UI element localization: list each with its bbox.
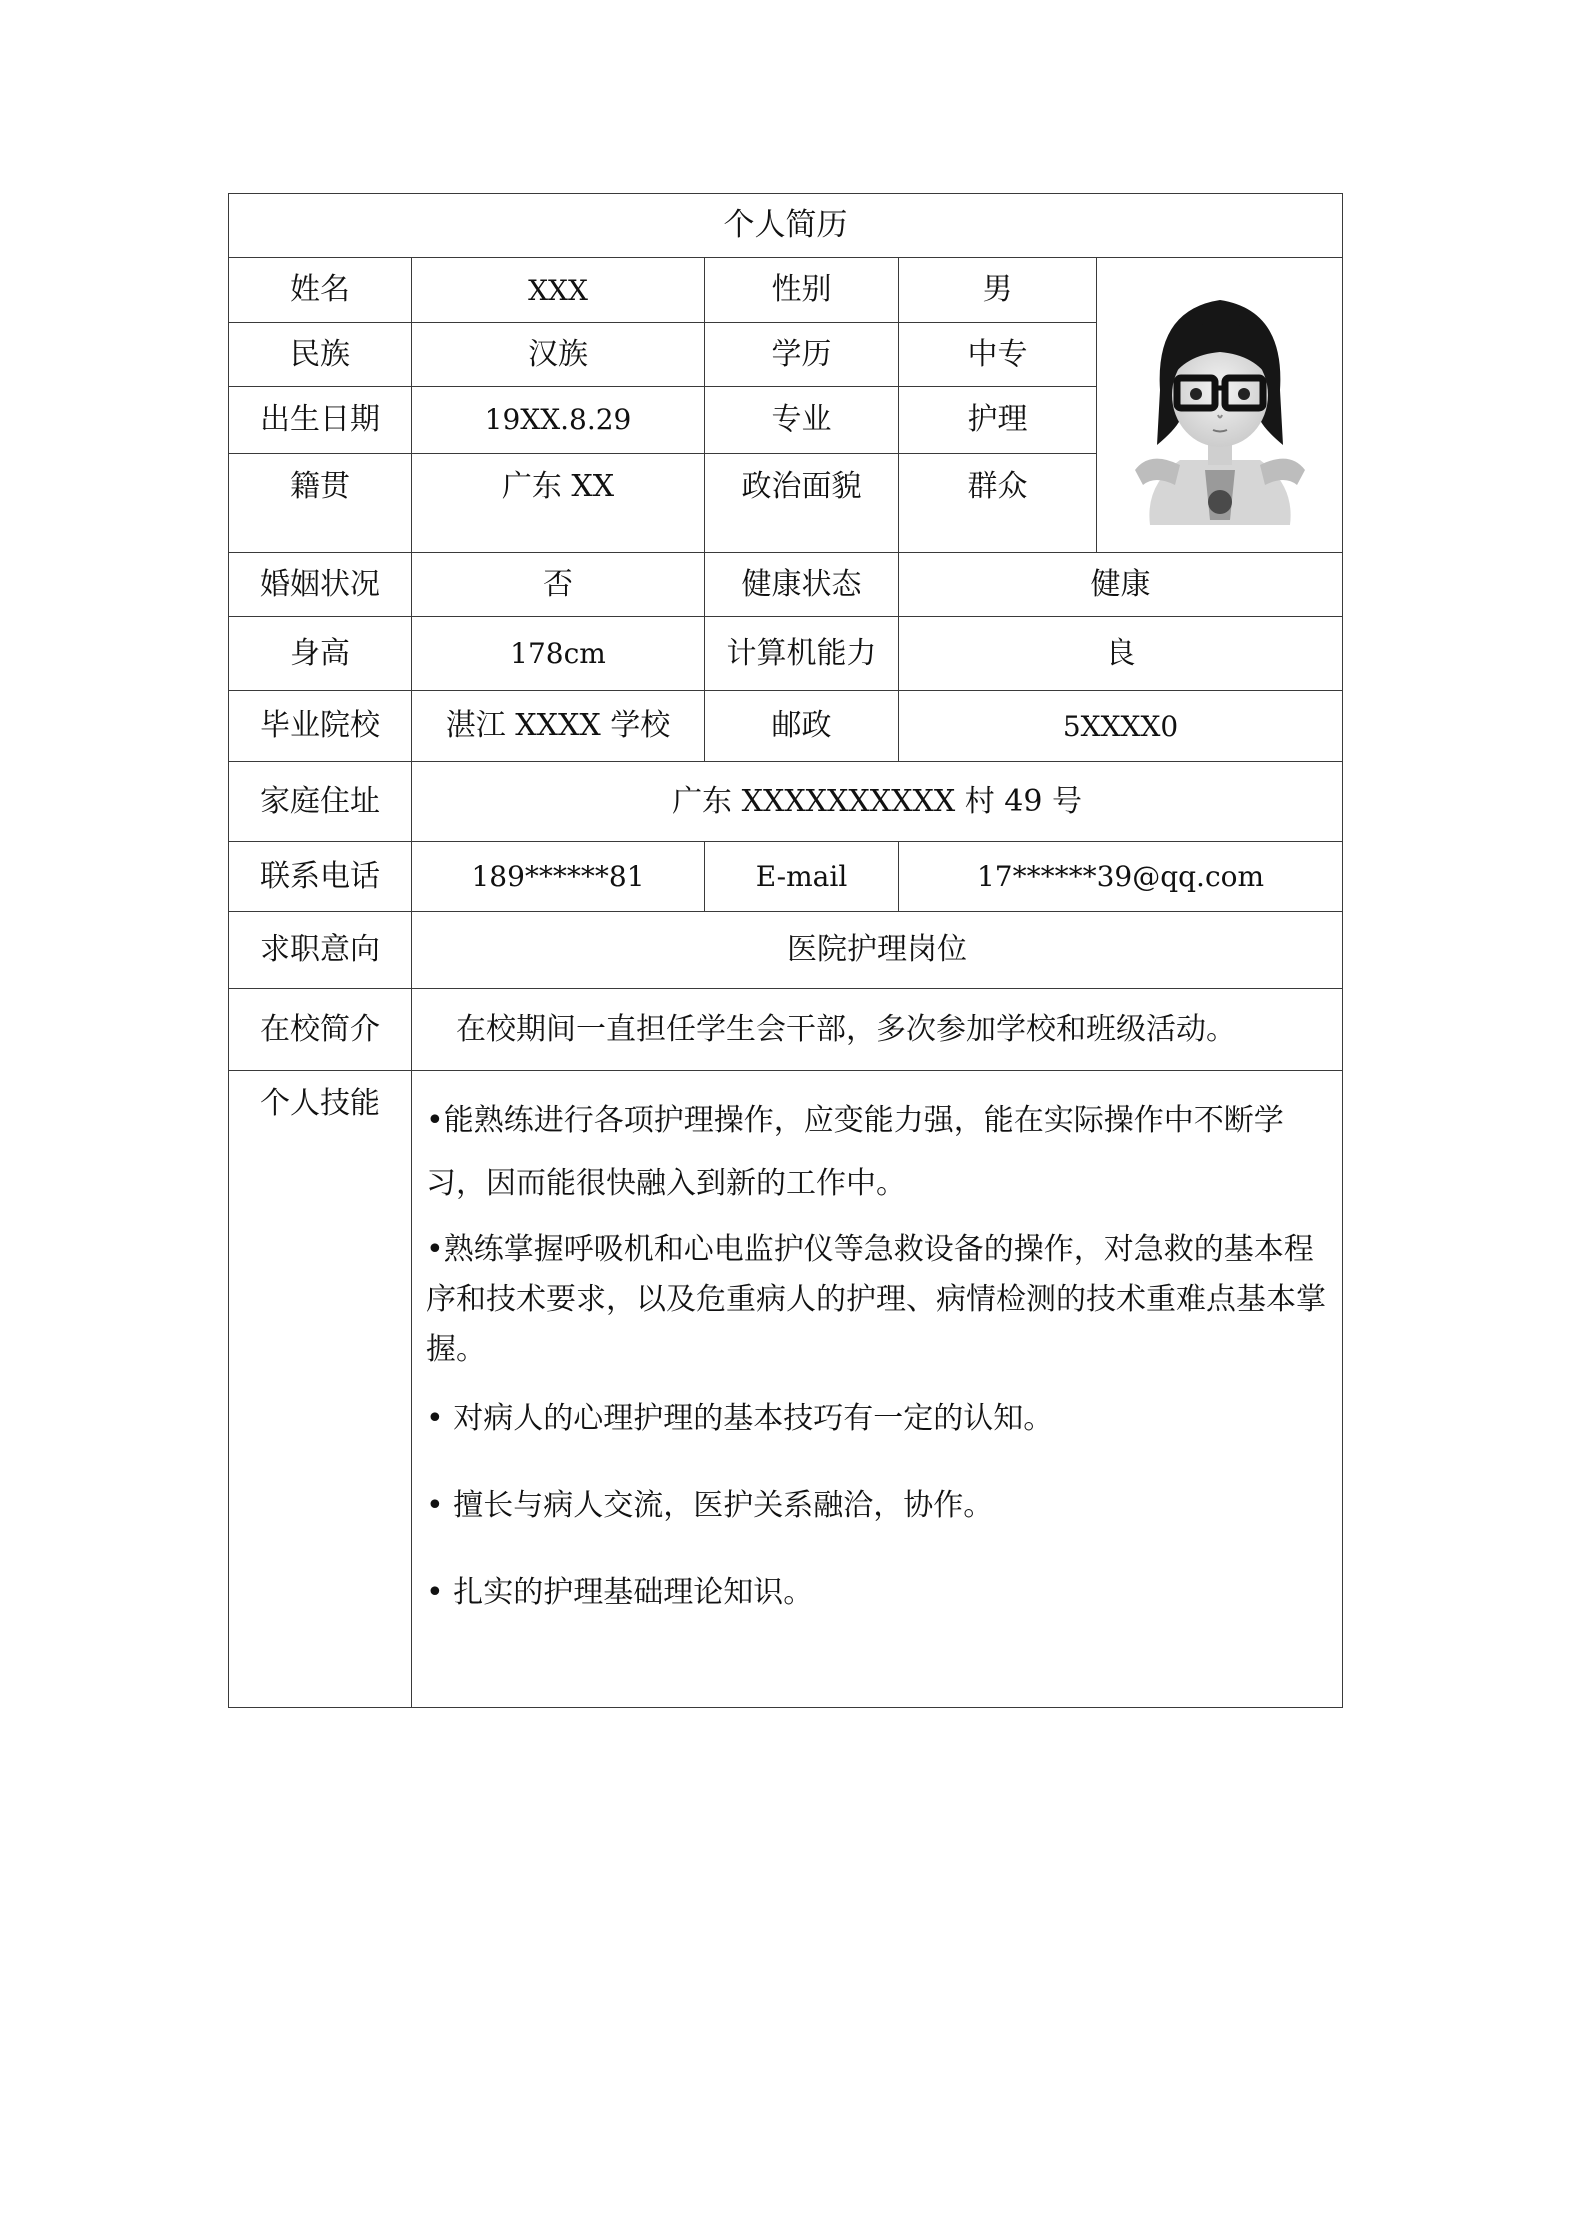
value-email: 17******39@qq.com — [899, 841, 1343, 911]
label-email: E-mail — [705, 841, 899, 911]
skill-item: •熟练掌握呼吸机和心电监护仪等急救设备的操作，对急救的基本程序和技术要求，以及危重病人的护理、病情检测的技术重难点基本掌握。 — [426, 1232, 1326, 1368]
label-ethnicity: 民族 — [229, 322, 412, 386]
skill-item: •能熟练进行各项护理操作，应变能力强，能在实际操作中不断学习，因而能很快融入到新的工作中。 — [426, 1103, 1284, 1202]
label-political: 政治面貌 — [705, 453, 899, 553]
resume-table — [228, 193, 1343, 1708]
label-birthdate: 出生日期 — [229, 387, 412, 453]
value-origin: 广东 XX — [412, 453, 705, 553]
skills-list — [412, 1071, 1343, 1708]
value-school: 湛江 XXXX 学校 — [412, 690, 705, 761]
label-computer: 计算机能力 — [705, 617, 899, 690]
label-phone: 联系电话 — [229, 841, 412, 911]
value-political: 群众 — [899, 453, 1097, 553]
label-education: 学历 — [705, 322, 899, 386]
value-education: 中专 — [899, 322, 1097, 386]
resume-title: 个人简历 — [229, 194, 1343, 258]
label-intro: 在校简介 — [229, 988, 412, 1070]
skill-item: • 对病人的心理护理的基本技巧有一定的认知。 — [426, 1401, 1054, 1437]
label-origin: 籍贯 — [229, 453, 412, 553]
value-phone: 189******81 — [412, 841, 705, 911]
label-name: 姓名 — [229, 258, 412, 322]
value-computer: 良 — [899, 617, 1343, 690]
skill-item: • 扎实的护理基础理论知识。 — [426, 1575, 814, 1611]
label-gender: 性别 — [705, 258, 899, 322]
label-skills: 个人技能 — [229, 1071, 412, 1708]
label-objective: 求职意向 — [229, 912, 412, 988]
label-school: 毕业院校 — [229, 690, 412, 761]
value-name: XXX — [412, 258, 705, 322]
value-height: 178cm — [412, 617, 705, 690]
photo-cell — [1097, 258, 1343, 553]
label-major: 专业 — [705, 387, 899, 453]
value-health: 健康 — [899, 553, 1343, 617]
value-postal: 5XXXX0 — [899, 690, 1343, 761]
label-marital: 婚姻状况 — [229, 553, 412, 617]
avatar-photo — [1125, 270, 1315, 540]
label-postal: 邮政 — [705, 690, 899, 761]
value-gender: 男 — [899, 258, 1097, 322]
value-intro: 在校期间一直担任学生会干部，多次参加学校和班级活动。 — [412, 988, 1343, 1070]
label-health: 健康状态 — [705, 553, 899, 617]
label-address: 家庭住址 — [229, 762, 412, 841]
value-major: 护理 — [899, 387, 1097, 453]
skill-item: • 擅长与病人交流，医护关系融洽，协作。 — [426, 1488, 994, 1524]
value-birthdate: 19XX.8.29 — [412, 387, 705, 453]
label-height: 身高 — [229, 617, 412, 690]
value-marital: 否 — [412, 553, 705, 617]
value-address: 广东 XXXXXXXXXX 村 49 号 — [412, 762, 1343, 841]
value-objective: 医院护理岗位 — [412, 912, 1343, 988]
value-ethnicity: 汉族 — [412, 322, 705, 386]
